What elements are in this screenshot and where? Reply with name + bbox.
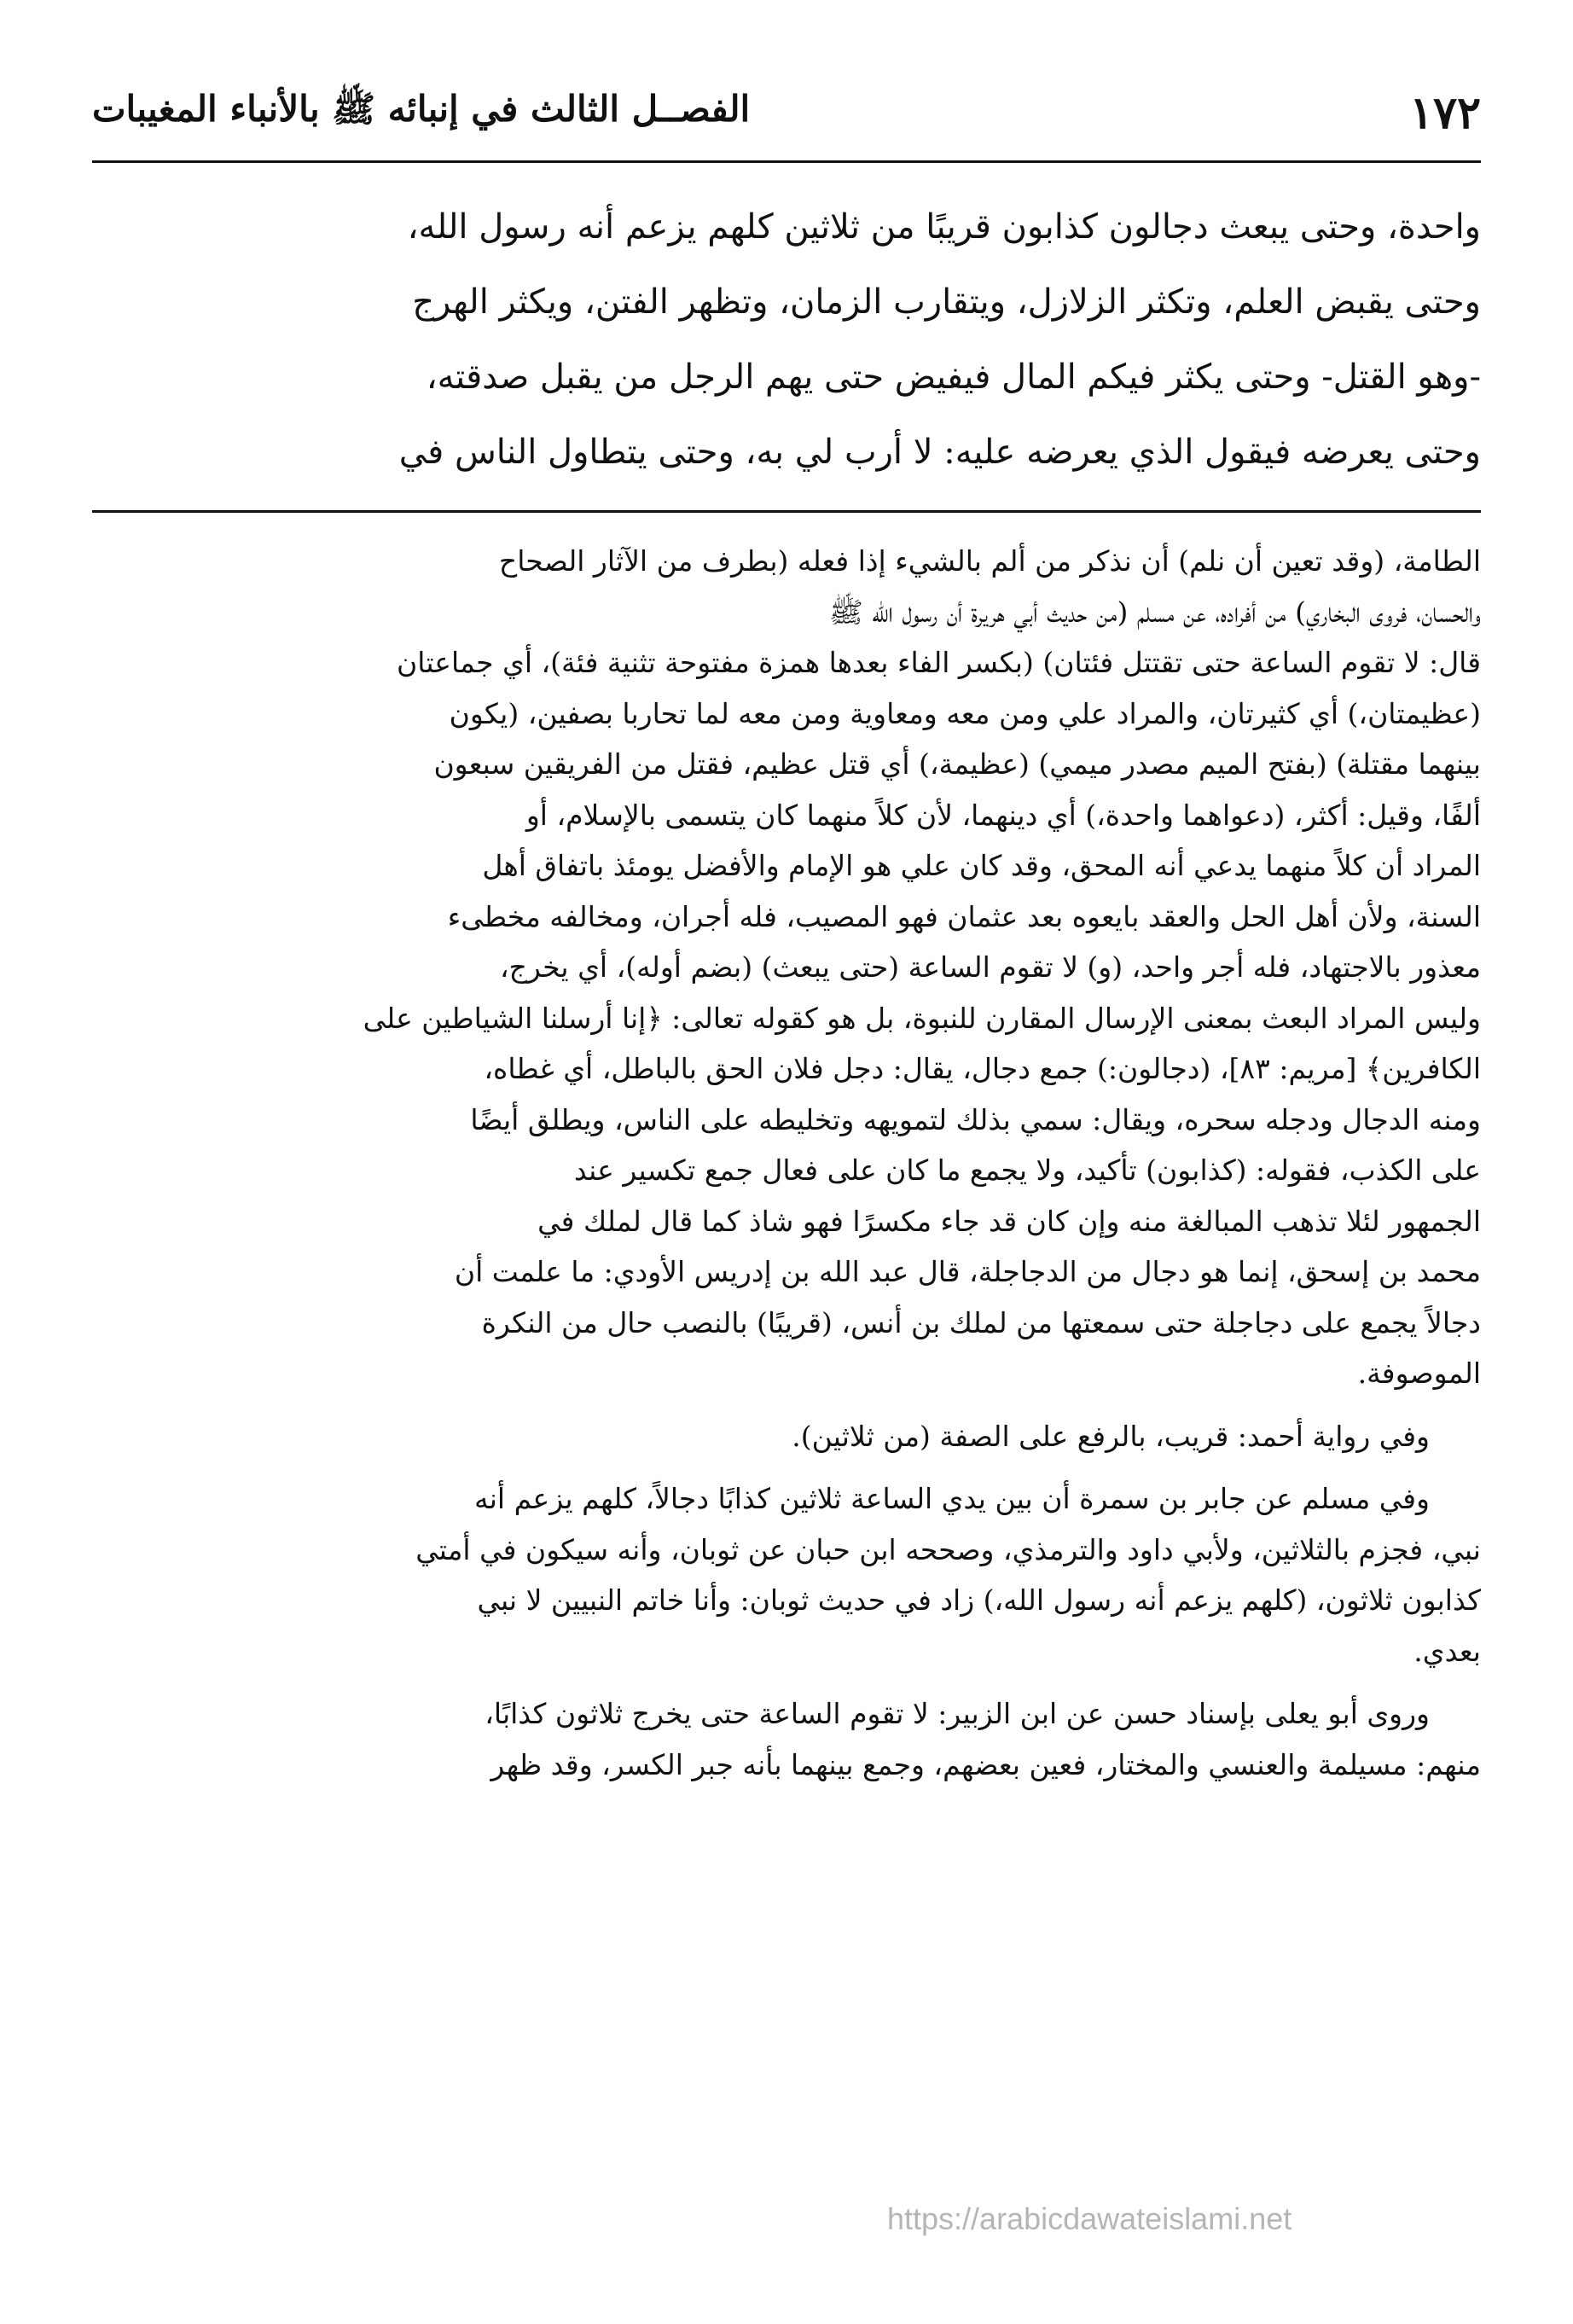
commentary-line: وليس المراد البعث بمعنى الإرسال المقارن للنبوة، بل هو كقوله تعالى: ﴿إنا أرسلنا الشياطين على (363, 1001, 1481, 1035)
running-title: الفصــل الثالث في إنبائه ﷺ بالأنباء المغيبات (92, 87, 751, 130)
main-line: -وهو القتل- وحتى يكثر فيكم المال فيفيض حتى يهم الرجل من يقبل صدقته، (426, 357, 1481, 397)
commentary-line: والحسان، فروى البخاري) من أفراده، عن مسلم (من حديث أبي هريرة أن رسول الله ﷺ (828, 595, 1481, 629)
page-header (92, 78, 1481, 147)
section-divider-rule (92, 510, 1481, 513)
commentary-line: الجمهور لئلا تذهب المبالغة منه وإن كان قد جاء مكسرًا فهو شاذ كما قال لملك في (537, 1204, 1481, 1238)
header-rule (92, 160, 1481, 163)
commentary-line: (عظيمتان،) أي كثيرتان، والمراد علي ومن معه ومعاوية ومن معه لما تحاربا بصفين، (يكون (449, 696, 1481, 730)
commentary-line: وفي مسلم عن جابر بن سمرة أن بين يدي الساعة ثلاثين كذابًا دجالاً، كلهم يزعم أنه (474, 1482, 1430, 1515)
commentary-line: دجالاً يجمع على دجاجلة حتى سمعتها من لملك بن أنس، (قريبًا) بالنصب حال من النكرة (481, 1305, 1481, 1339)
commentary-line: قال: لا تقوم الساعة حتى تقتتل فئتان) (بكسر الفاء بعدها همزة مفتوحة تثنية فئة)، أي جماعتان (397, 646, 1481, 679)
commentary-text (92, 536, 1481, 2242)
page-number: ١٧٢ (1409, 86, 1481, 139)
main-line: وحتى يعرضه فيقول الذي يعرضه عليه: لا أرب لي به، وحتى يتطاول الناس في (398, 433, 1481, 472)
main-hadith-text (92, 189, 1481, 490)
commentary-line: بعدي. (1413, 1634, 1481, 1668)
commentary-line: الكافرين﴾ [مريم: ٨٣]، (دجالون:) جمع دجال، يقال: دجل فلان الحق بالباطل، أي غطاه، (484, 1052, 1481, 1085)
commentary-line: بينهما مقتلة) (بفتح الميم مصدر ميمي) (عظيمة،) أي قتل عظيم، فقتل من الفريقين سبعون (433, 747, 1481, 781)
commentary-line: معذور بالاجتهاد، فله أجر واحد، (و) لا تقوم الساعة (حتى يبعث) (بضم أوله)، أي يخرج، (499, 950, 1481, 984)
commentary-line: الطامة، (وقد تعين أن نلم) أن نذكر من ألم بالشيء إذا فعله (بطرف من الآثار الصحاح (498, 544, 1481, 578)
watermark-url: https://arabicdawateislami.net (887, 2201, 1292, 2236)
commentary-line: كذابون ثلاثون، (كلهم يزعم أنه رسول الله،) زاد في حديث ثوبان: وأنا خاتم النبيين لا نبي (477, 1583, 1481, 1617)
commentary-line: نبي، فجزم بالثلاثين، ولأبي داود والترمذي، وصححه ابن حبان عن ثوبان، وأنه سيكون في أمتي (415, 1532, 1481, 1566)
commentary-line: الموصوفة. (1357, 1357, 1481, 1390)
commentary-line: محمد بن إسحق، إنما هو دجال من الدجاجلة، قال عبد الله بن إدريس الأودي: ما علمت أن (454, 1255, 1481, 1288)
commentary-paragraph-ahmad: وفي رواية أحمد: قريب، بالرفع على الصفة (من ثلاثين). (792, 1419, 1430, 1453)
commentary-line: ألفًا، وقيل: أكثر، (دعواهما واحدة،) أي دينهما، لأن كلاً منهما كان يتسمى بالإسلام، أو (525, 798, 1481, 832)
commentary-line: المراد أن كلاً منهما يدعي أنه المحق، وقد كان علي هو الإمام والأفضل يومئذ باتفاق أهل (482, 849, 1481, 882)
main-line: وحتى يقبض العلم، وتكثر الزلازل، ويتقارب الزمان، وتظهر الفتن، ويكثر الهرج (412, 282, 1481, 322)
commentary-line: منهم: مسيلمة والعنسي والمختار، فعين بعضهم، وجمع بينهما بأنه جبر الكسر، وقد ظهر (490, 1747, 1481, 1781)
main-line: واحدة، وحتى يبعث دجالون كذابون قريبًا من ثلاثين كلهم يزعم أنه رسول الله، (407, 207, 1481, 247)
commentary-line: السنة، ولأن أهل الحل والعقد بايعوه بعد عثمان فهو المصيب، فله أجران، ومخالفه مخطىء (447, 899, 1481, 933)
commentary-line: وروى أبو يعلى بإسناد حسن عن ابن الزبير: لا تقوم الساعة حتى يخرج ثلاثون كذابًا، (485, 1697, 1430, 1730)
commentary-line: على الكذب، فقوله: (كذابون) تأكيد، ولا يجمع ما كان على فعال جمع تكسير عند (573, 1153, 1481, 1187)
commentary-line: ومنه الدجال ودجله سحره، ويقال: سمي بذلك لتمويهه وتخليطه على الناس، ويطلق أيضًا (470, 1102, 1481, 1136)
